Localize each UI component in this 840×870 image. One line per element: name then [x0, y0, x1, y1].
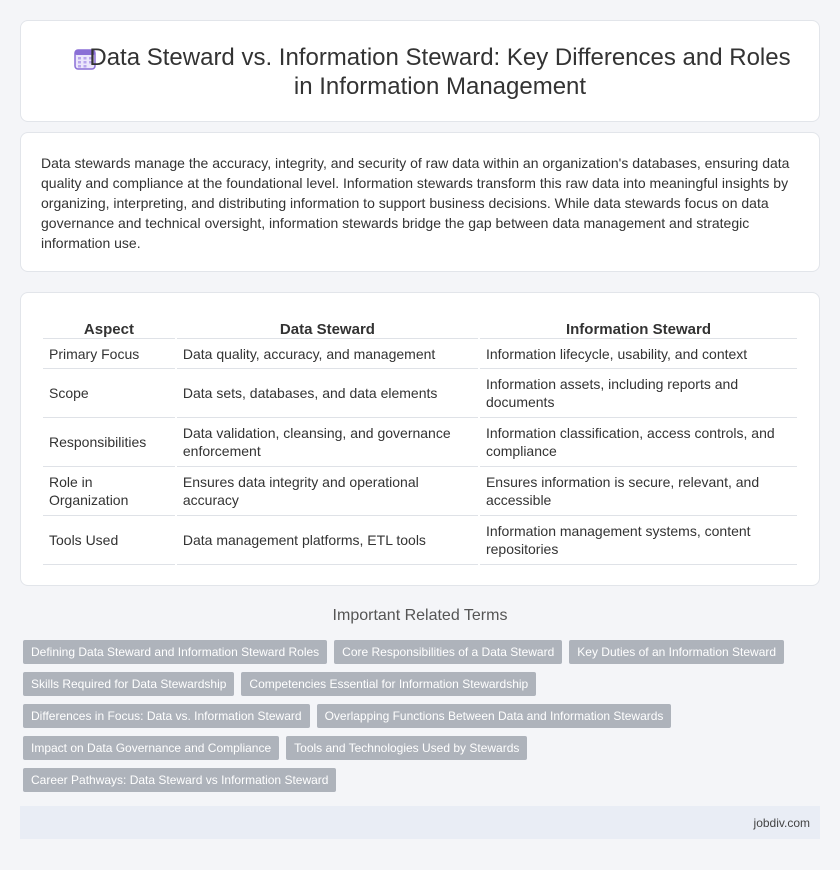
table-cell: Data sets, databases, and data elements	[177, 369, 478, 418]
table-cell: Information assets, including reports and documents	[480, 369, 797, 418]
tag-row	[23, 736, 803, 760]
comparison-table	[41, 317, 799, 565]
table-row	[43, 339, 797, 369]
tag-row	[23, 768, 803, 792]
comparison-table-card	[20, 292, 820, 586]
related-term-tag[interactable]: Skills Required for Data Stewardship	[23, 672, 234, 696]
related-term-tag[interactable]: Career Pathways: Data Steward vs Information Steward	[23, 768, 336, 792]
related-term-tag[interactable]: Core Responsibilities of a Data Steward	[334, 640, 562, 664]
table-row	[43, 418, 797, 467]
related-terms-title: Important Related Terms	[332, 607, 508, 624]
footer-site-link[interactable]: jobdiv.com	[753, 816, 810, 830]
table-cell: Tools Used	[43, 516, 175, 565]
summary-card	[20, 132, 820, 272]
table-cell: Responsibilities	[43, 418, 175, 467]
table-header-row	[43, 317, 797, 339]
table-cell: Primary Focus	[43, 339, 175, 369]
table-cell: Data validation, cleansing, and governance enforcement	[177, 418, 478, 467]
related-term-tag[interactable]: Defining Data Steward and Information Steward Roles	[23, 640, 327, 664]
related-term-tag[interactable]: Differences in Focus: Data vs. Information Steward	[23, 704, 310, 728]
table-cell: Ensures data integrity and operational accuracy	[177, 467, 478, 516]
table-cell: Scope	[43, 369, 175, 418]
table-cell: Information classification, access controls, and compliance	[480, 418, 797, 467]
table-cell: Role in Organization	[43, 467, 175, 516]
column-header: Information Steward	[480, 317, 797, 339]
summary-text: Data stewards manage the accuracy, integrity, and security of raw data within an organization's databases, ensuring data quality and compliance at the foundational level. Information stewards transform this raw data into meaningful insights by organizing, interpreting, and distributing information to support business decisions. While data stewards focus on data governance and technical oversight, information stewards bridge the gap between data management and strategic information use.	[41, 155, 790, 251]
column-header: Data Steward	[177, 317, 478, 339]
table-row	[43, 516, 797, 565]
tag-row	[23, 704, 803, 728]
related-term-tag[interactable]: Impact on Data Governance and Compliance	[23, 736, 279, 760]
footer	[20, 806, 820, 839]
page-title: Data Steward vs. Information Steward: Key Differences and Roles in Information Management	[89, 44, 791, 100]
table-cell: Ensures information is secure, relevant, and accessible	[480, 467, 797, 516]
related-terms-list	[23, 640, 803, 800]
table-cell: Data quality, accuracy, and management	[177, 339, 478, 369]
header-card	[20, 20, 820, 122]
related-term-tag[interactable]: Competencies Essential for Information Stewardship	[241, 672, 536, 696]
table-cell: Data management platforms, ETL tools	[177, 516, 478, 565]
related-term-tag[interactable]: Overlapping Functions Between Data and Information Stewards	[317, 704, 672, 728]
table-cell: Information management systems, content repositories	[480, 516, 797, 565]
tag-row	[23, 672, 803, 696]
column-header: Aspect	[43, 317, 175, 339]
related-term-tag[interactable]: Tools and Technologies Used by Stewards	[286, 736, 527, 760]
table-cell: Information lifecycle, usability, and context	[480, 339, 797, 369]
table-row	[43, 467, 797, 516]
table-row	[43, 369, 797, 418]
related-term-tag[interactable]: Key Duties of an Information Steward	[569, 640, 784, 664]
tag-row	[23, 640, 803, 664]
